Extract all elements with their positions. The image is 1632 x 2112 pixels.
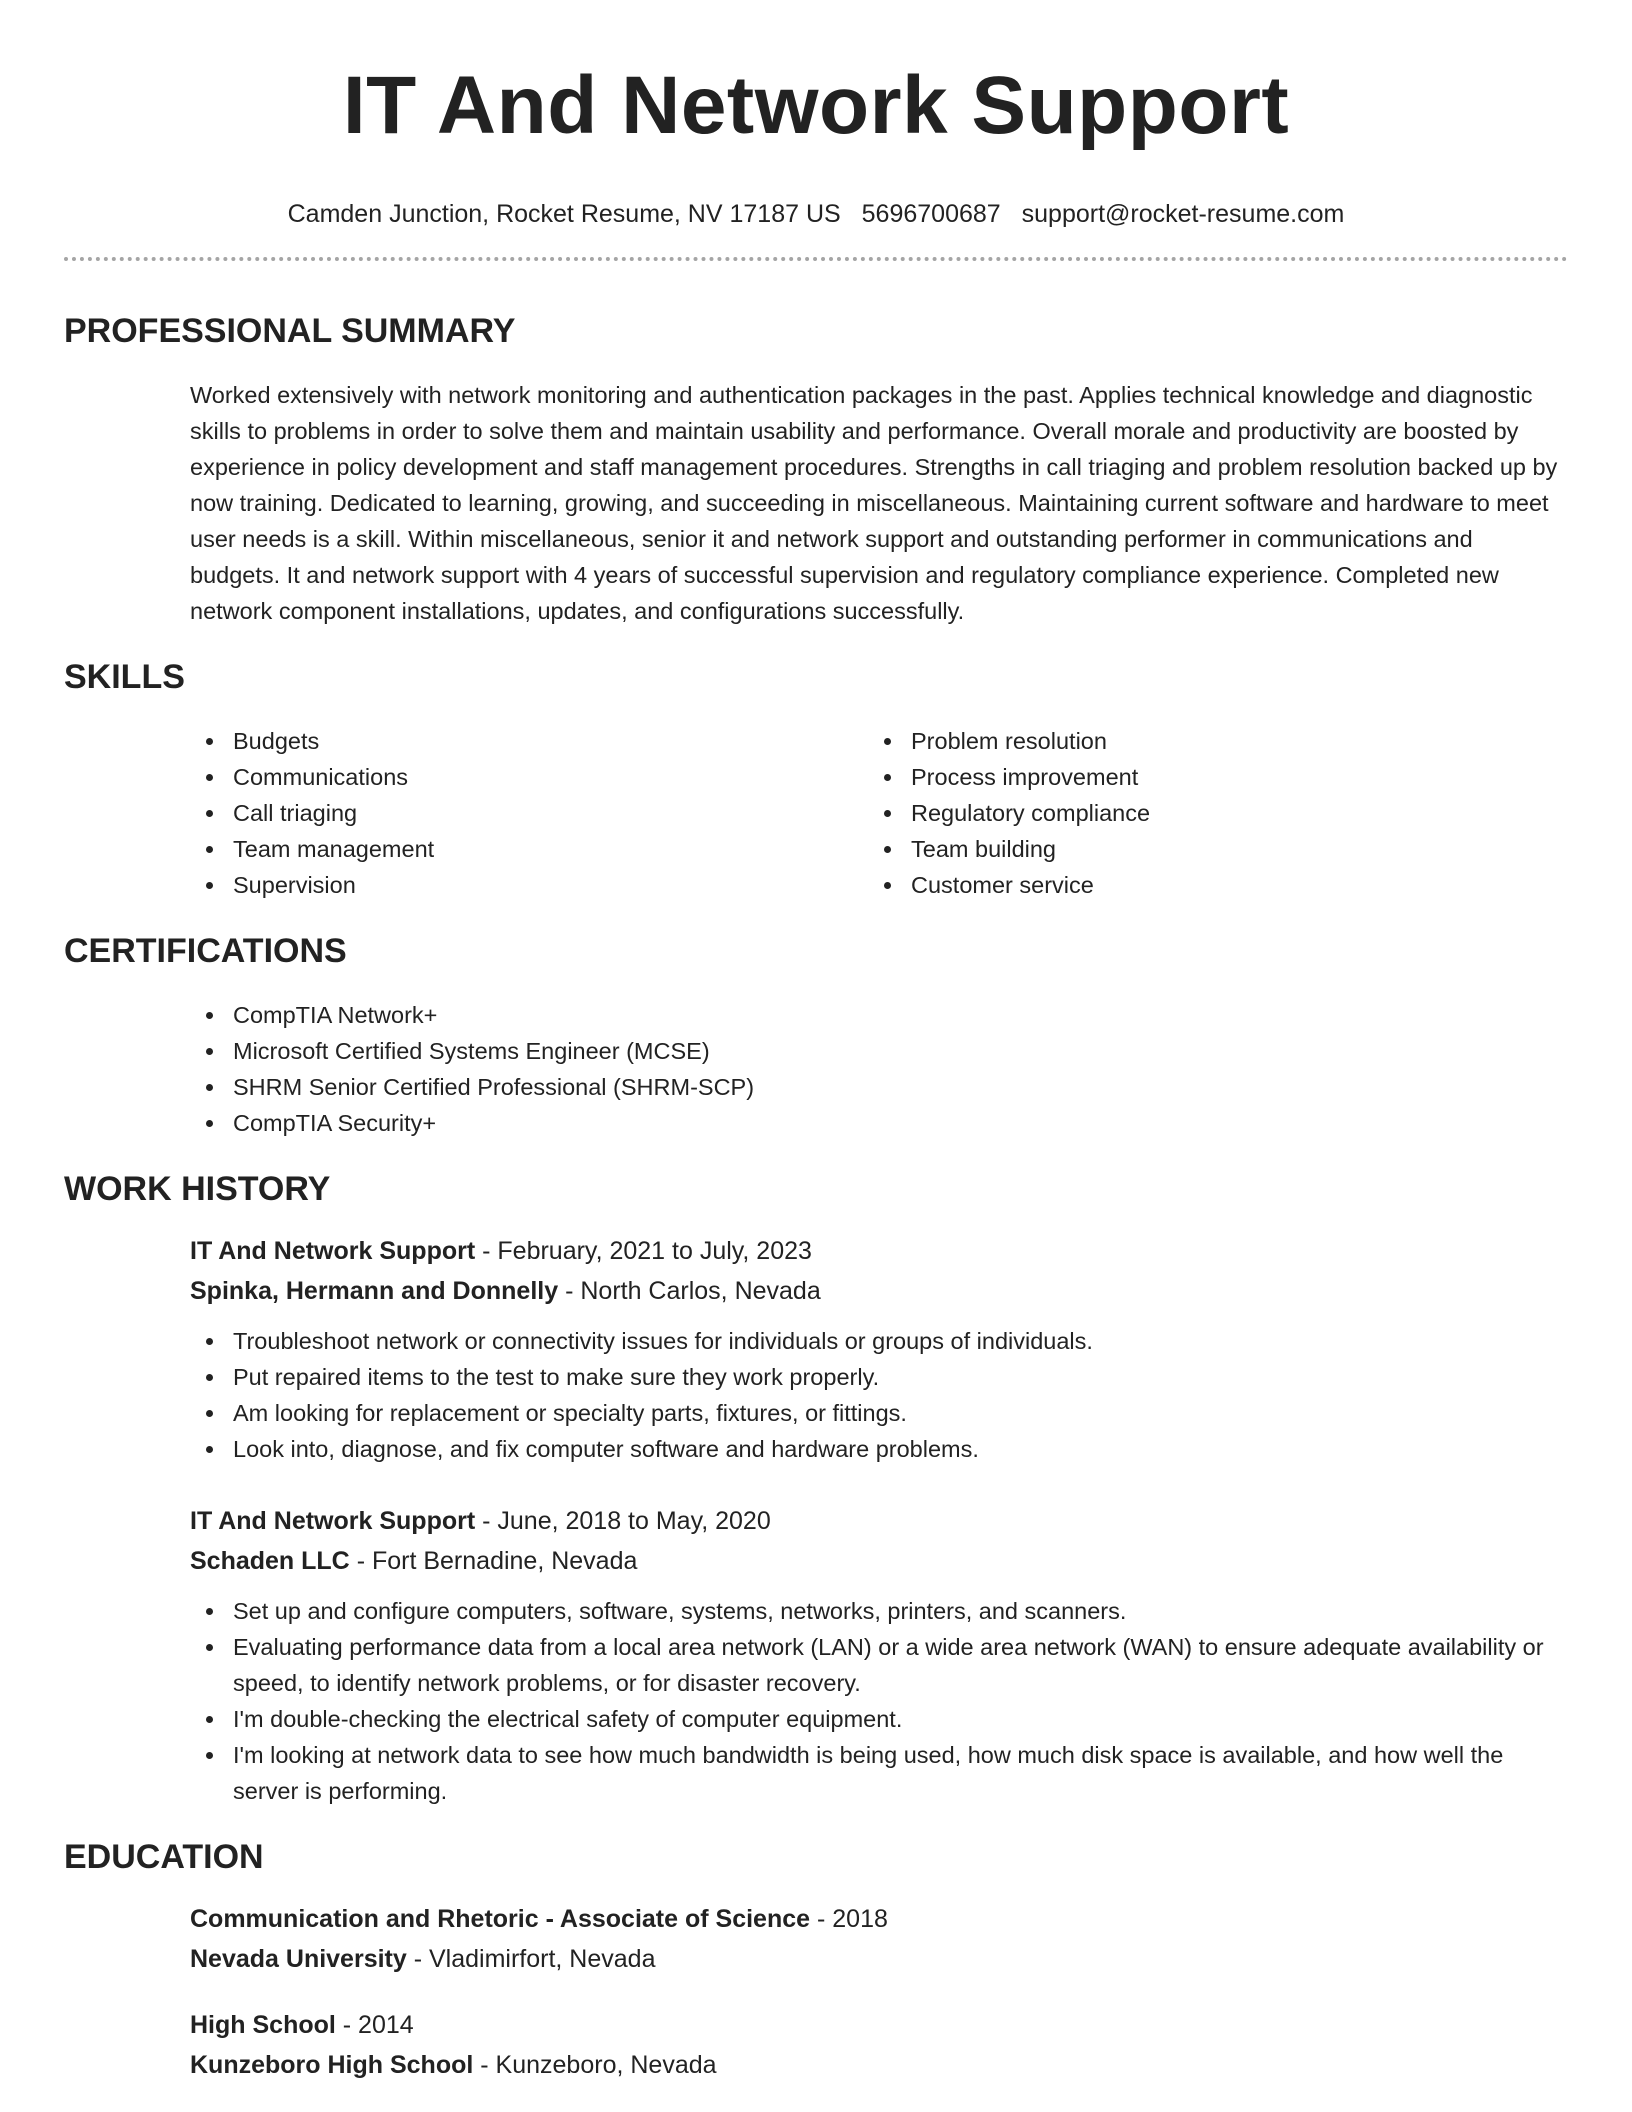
job-duty: Put repaired items to the test to make sure they work properly.: [190, 1359, 1568, 1395]
skill-item: Call triaging: [190, 795, 868, 831]
skills-column-left: [190, 723, 868, 903]
header-divider: [64, 257, 1568, 261]
section-title-work-history: WORK HISTORY: [64, 1170, 331, 1208]
skill-item: Supervision: [190, 867, 868, 903]
job-role-line: [190, 1501, 1568, 1541]
certification-item: Microsoft Certified Systems Engineer (MCSE): [190, 1033, 1568, 1069]
skill-item: Team management: [190, 831, 868, 867]
education-location: - Kunzeboro, Nevada: [473, 2051, 717, 2079]
education-entry: [190, 1899, 1568, 1979]
education-degree-line: [190, 2005, 1568, 2045]
certification-item: CompTIA Security+: [190, 1105, 1568, 1141]
job-duty: Evaluating performance data from a local area network (LAN) or a wide area network (WAN) to ensure adequate availability or speed, to identify network problems, or for disaster recovery.: [190, 1629, 1568, 1701]
email: support@rocket-resume.com: [1021, 200, 1345, 228]
education-degree: High School: [190, 2011, 336, 2039]
job-duty: Set up and configure computers, software, systems, networks, printers, and scanners.: [190, 1593, 1568, 1629]
job-role: IT And Network Support: [190, 1507, 476, 1535]
certification-item: SHRM Senior Certified Professional (SHRM-SCP): [190, 1069, 1568, 1105]
job-duty: Troubleshoot network or connectivity issues for individuals or groups of individuals.: [190, 1323, 1568, 1359]
job-duties: [190, 1323, 1568, 1467]
education-entry: [190, 2005, 1568, 2085]
education-school: Kunzeboro High School: [190, 2051, 474, 2079]
job-role: IT And Network Support: [190, 1237, 476, 1265]
skill-item: Customer service: [868, 867, 1546, 903]
job-duty: Look into, diagnose, and fix computer software and hardware problems.: [190, 1431, 1568, 1467]
education-school-line: [190, 2045, 1568, 2085]
summary-text: Worked extensively with network monitoring and authentication packages in the past. Applies technical knowledge and diagnostic skills to problems in order to solve them and maintain usability and performance. Overall morale and productivity are boosted by experience in policy development and staff management procedures. Strengths in call triaging and problem resolution backed up by now training. Dedicated to learning, growing, and succeeding in miscellaneous. Maintaining current software and hardware to meet user needs is a skill. Within miscellaneous, senior it and network support and outstanding performer in communications and budgets. It and network support with 4 years of successful supervision and regulatory compliance experience. Completed new network component installations, updates, and configurations successfully.: [190, 382, 1558, 624]
education-degree-line: [190, 1899, 1568, 1939]
job-company: Spinka, Hermann and Donnelly: [190, 1277, 559, 1305]
job-dates: - June, 2018 to May, 2020: [475, 1507, 771, 1535]
job-duty: I'm looking at network data to see how much bandwidth is being used, how much disk space is available, and how well the server is performing.: [190, 1737, 1568, 1809]
education-school-line: [190, 1939, 1568, 1979]
job-company-line: [190, 1271, 1568, 1311]
candidate-name: IT And Network Support: [342, 60, 1290, 151]
job-company-line: [190, 1541, 1568, 1581]
section-title-certifications: CERTIFICATIONS: [64, 932, 347, 970]
education-degree: Communication and Rhetoric - Associate of Science: [190, 1905, 811, 1933]
job-role-line: [190, 1231, 1568, 1271]
job-company: Schaden LLC: [190, 1547, 350, 1575]
job-duty: Am looking for replacement or specialty parts, fixtures, or fittings.: [190, 1395, 1568, 1431]
job-entry: [190, 1231, 1568, 1467]
job-location: - North Carlos, Nevada: [558, 1277, 821, 1305]
certification-item: CompTIA Network+: [190, 997, 1568, 1033]
certifications-items: [190, 997, 1568, 1141]
job-duties: [190, 1593, 1568, 1809]
phone: 5696700687: [861, 200, 1001, 228]
skill-item: Process improvement: [868, 759, 1546, 795]
address: Camden Junction, Rocket Resume, NV 17187 US: [287, 200, 841, 228]
skill-item: Budgets: [190, 723, 868, 759]
skills-column-right: [868, 723, 1546, 903]
education-year: - 2018: [810, 1905, 888, 1933]
skill-item: Communications: [190, 759, 868, 795]
skill-item: Team building: [868, 831, 1546, 867]
skill-item: Problem resolution: [868, 723, 1546, 759]
job-dates: - February, 2021 to July, 2023: [475, 1237, 812, 1265]
job-location: - Fort Bernadine, Nevada: [349, 1547, 638, 1575]
section-title-education: EDUCATION: [64, 1838, 264, 1876]
section-title-summary: PROFESSIONAL SUMMARY: [64, 312, 516, 350]
skill-item: Regulatory compliance: [868, 795, 1546, 831]
skills-list: [190, 723, 1568, 903]
job-duty: I'm double-checking the electrical safety of computer equipment.: [190, 1701, 1568, 1737]
certifications-list: [190, 997, 1568, 1141]
education-location: - Vladimirfort, Nevada: [406, 1945, 656, 1973]
education-school: Nevada University: [190, 1945, 407, 1973]
section-title-skills: SKILLS: [64, 658, 185, 696]
contact-line: [64, 198, 1568, 230]
education-year: - 2014: [335, 2011, 414, 2039]
job-entry: [190, 1501, 1568, 1809]
